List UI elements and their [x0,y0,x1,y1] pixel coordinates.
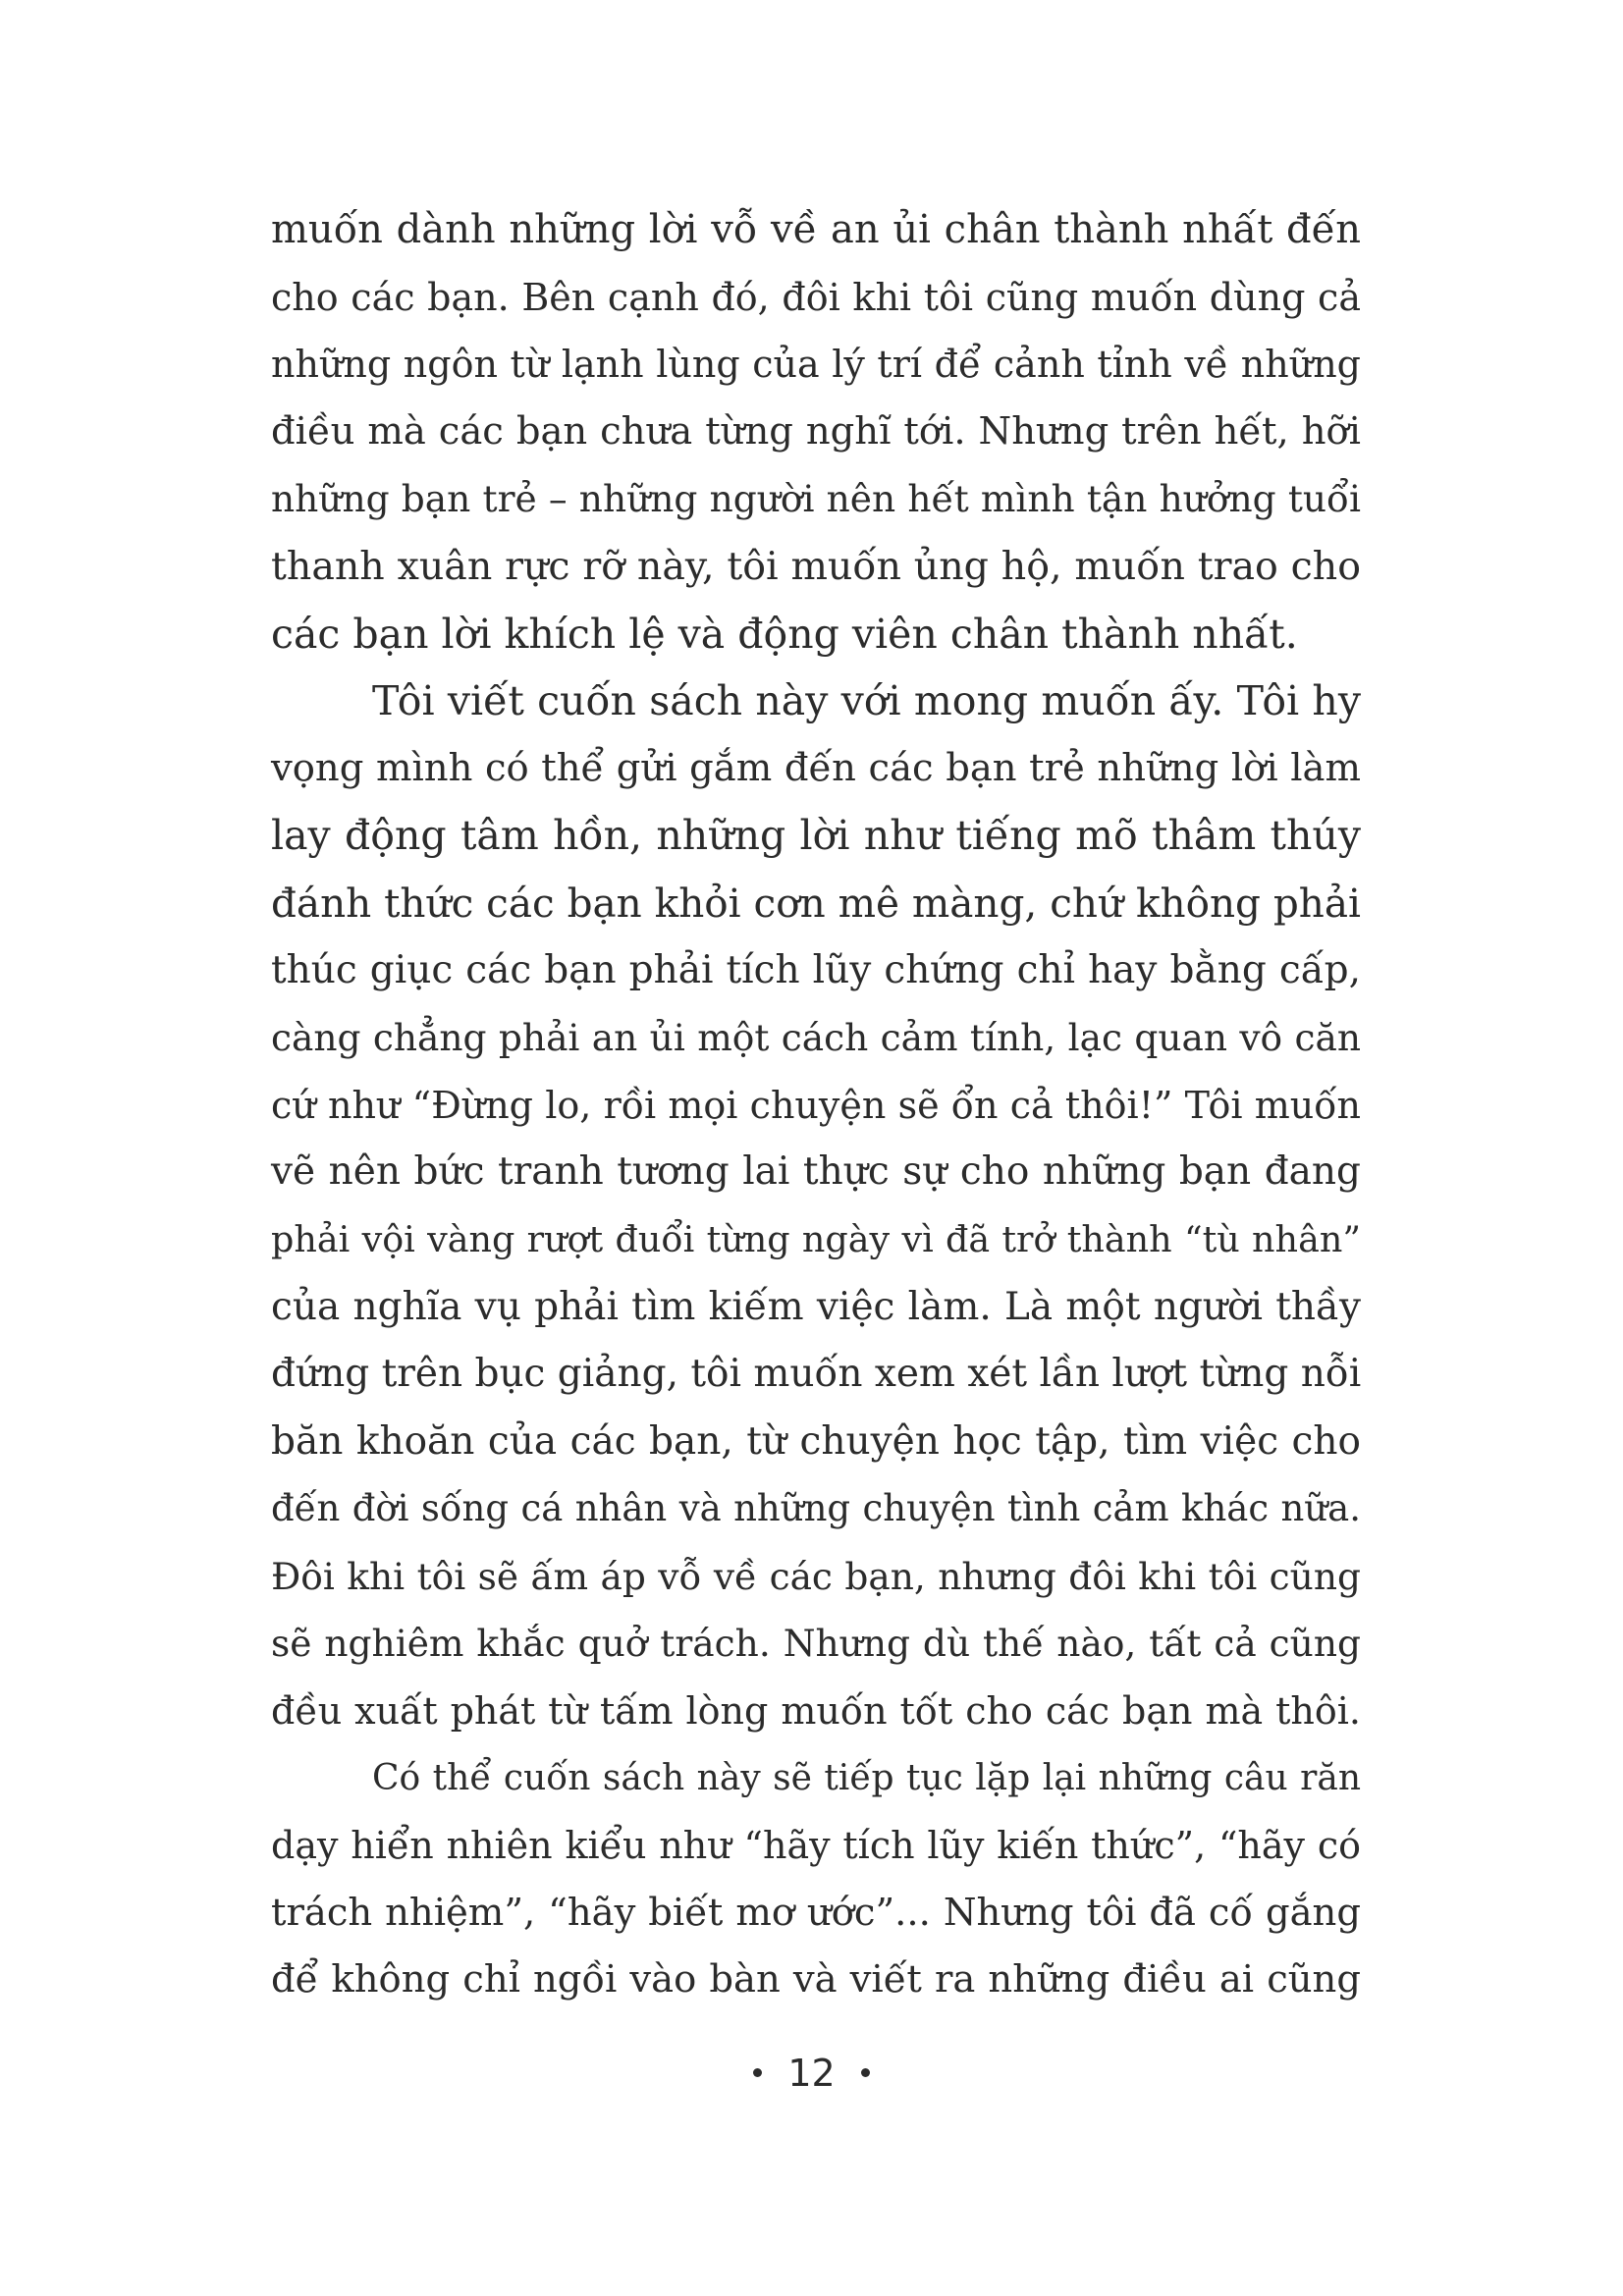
bullet-dot-icon [753,2068,762,2077]
text-line: điều mà các bạn chưa từng nghĩ tới. Nhưng trên hết, hỡi [271,408,1361,454]
text-line: thanh xuân rực rỡ này, tôi muốn ủng hộ, muốn trao cho [271,543,1361,589]
text-line: dạy hiển nhiên kiểu như “hãy tích lũy kiến thức”, “hãy có [271,1824,1361,1868]
text-line: vẽ nên bức tranh tương lai thực sự cho những bạn đang [271,1149,1361,1195]
paragraph-1 [271,196,1361,667]
paragraph-2 [271,667,1361,1745]
paragraph-3 [271,1745,1361,2014]
text-line: vọng mình có thể gửi gắm đến các bạn trẻ những lời làm [271,745,1361,790]
text-line: Đôi khi tôi sẽ ấm áp vỗ về các bạn, nhưng đôi khi tôi cũng [271,1554,1361,1598]
text-line: đứng trên bục giảng, tôi muốn xem xét lần lượt từng nỗi [271,1352,1362,1397]
text-line: đều xuất phát từ tấm lòng muốn tốt cho các bạn mà thôi. [271,1689,1361,1734]
text-line: cứ như “Đừng lo, rồi mọi chuyện sẽ ổn cả thôi!” Tôi muốn [271,1083,1361,1127]
text-line: sẽ nghiêm khắc quở trách. Nhưng dù thế nào, tất cả cũng [271,1622,1361,1666]
text-line: lay động tâm hồn, những lời như tiếng mõ thâm thúy [271,812,1361,860]
text-line: các bạn lời khích lệ và động viên chân thành nhất. [271,610,1298,658]
text-line: đánh thức các bạn khỏi cơn mê màng, chứ không phải [271,879,1361,927]
page-number [0,2052,1623,2095]
text-line: băn khoăn của các bạn, từ chuyện học tập, tìm việc cho [271,1418,1361,1464]
text-line: đến đời sống cá nhân và những chuyện tình cảm khác nữa. [271,1487,1361,1530]
text-line: cho các bạn. Bên cạnh đó, đôi khi tôi cũng muốn dùng cả [271,275,1361,319]
page-number-value: 12 [787,2052,836,2095]
text-line: để không chỉ ngồi vào bàn và viết ra những điều ai cũng [271,1957,1361,2002]
text-line: càng chẳng phải an ủi một cách cảm tính, lạc quan vô căn [271,1016,1361,1060]
text-line: muốn dành những lời vỗ về an ủi chân thành nhất đến [271,207,1361,252]
text-line: trách nhiệm”, “hãy biết mơ ước”... Nhưng tôi đã cố gắng [271,1890,1361,1935]
text-line: Tôi viết cuốn sách này với mong muốn ấy. Tôi hy [372,677,1361,725]
text-line: phải vội vàng rượt đuổi từng ngày vì đã trở thành “tù nhân” [271,1217,1361,1260]
body-text [271,196,1361,2014]
text-line: những bạn trẻ – những người nên hết mình tận hưởng tuổi [271,477,1361,521]
text-line: thúc giục các bạn phải tích lũy chứng chỉ hay bằng cấp, [271,947,1361,992]
text-line: Có thể cuốn sách này sẽ tiếp tục lặp lại những câu răn [372,1757,1361,1798]
bullet-dot-icon [861,2068,870,2077]
text-line: của nghĩa vụ phải tìm kiếm việc làm. Là một người thầy [271,1284,1361,1329]
text-line: những ngôn từ lạnh lùng của lý trí để cảnh tỉnh về những [271,343,1361,387]
